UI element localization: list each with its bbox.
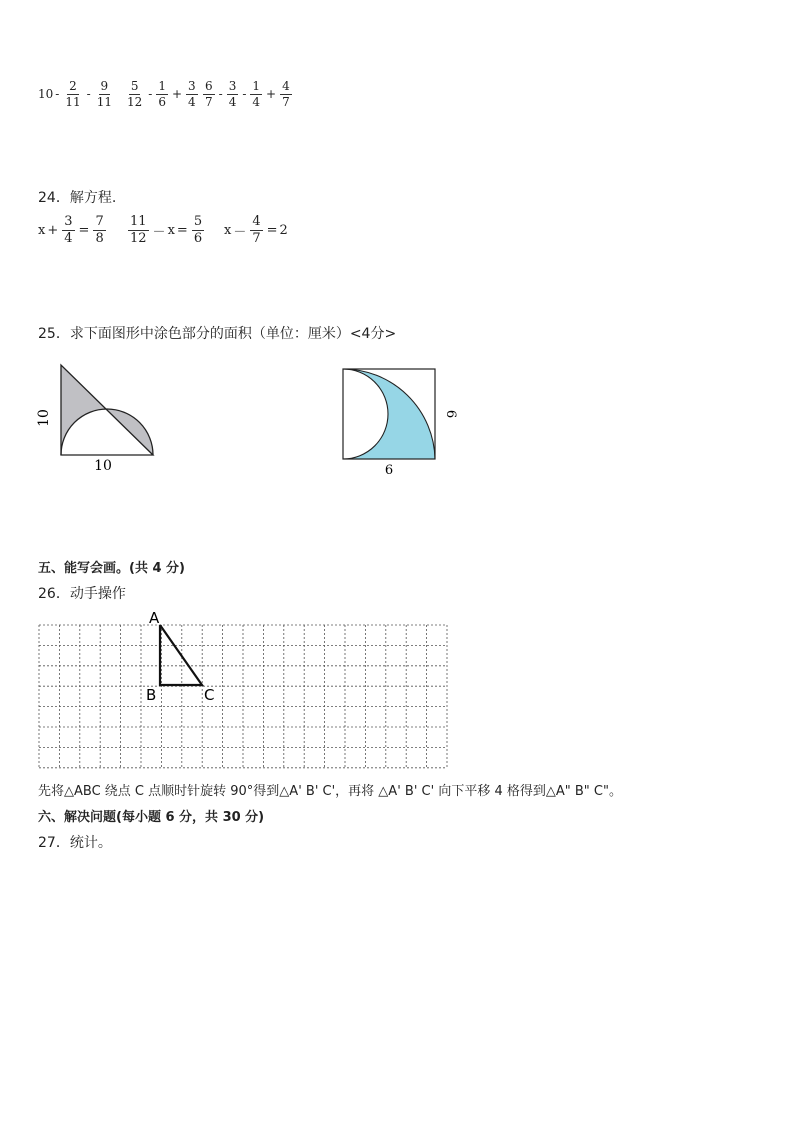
fraction: [250, 80, 262, 108]
fraction: [63, 80, 82, 108]
vertex-label-b: B: [146, 686, 157, 704]
triangle-abc: [160, 625, 202, 685]
numerator: 11: [130, 214, 147, 229]
variable: x: [167, 222, 175, 238]
vertex-label-c: C: [204, 686, 215, 704]
numerator: 4: [252, 214, 261, 229]
denominator: 7: [282, 94, 290, 109]
q25-figure-2: [335, 362, 458, 482]
q26-grid-figure: [30, 605, 460, 775]
numerator: 1: [252, 79, 261, 93]
operator: -: [218, 87, 223, 102]
q26-instruction: 先将△ABC 绕点 C 点顺时针旋转 90°得到△A' B' C'，再将 △A' B' C' 向下平移 4 格得到△A" B" C"。: [38, 784, 622, 799]
vertex-label-a: A: [149, 609, 160, 627]
variable: x: [224, 222, 232, 238]
q25-figure-1: [30, 355, 170, 480]
q23-expression-3: [201, 80, 294, 108]
q26-title: 26．动手操作: [38, 586, 126, 602]
operator: -: [242, 87, 247, 102]
q23-expression-1: [38, 80, 116, 108]
shaded-crescent: [343, 369, 435, 459]
fraction: [280, 80, 292, 108]
right-hand-side: 2: [279, 222, 288, 238]
fraction: [156, 80, 168, 108]
denominator: 12: [127, 94, 143, 109]
numerator: 6: [205, 79, 213, 93]
fraction: [128, 215, 149, 245]
side-length-label: 6: [443, 409, 458, 419]
denominator: 7: [252, 230, 261, 246]
fraction: [62, 215, 74, 245]
denominator: 4: [228, 94, 237, 109]
numerator: 4: [282, 79, 290, 93]
operator: +: [47, 222, 59, 238]
denominator: 7: [205, 94, 213, 109]
bottom-length-label: 10: [94, 458, 112, 474]
fraction: [192, 215, 204, 245]
numerator: 3: [228, 79, 237, 93]
fraction: [203, 80, 215, 108]
denominator: 6: [193, 230, 203, 246]
denominator: 4: [188, 94, 196, 109]
q24-equation-1: [38, 215, 108, 245]
section-6-title: 六、解决问题(每小题 6 分，共 30 分): [38, 810, 265, 825]
section-5-title: 五、能写会画。(共 4 分): [38, 561, 185, 576]
operator: -: [55, 87, 60, 102]
fraction: [93, 215, 105, 245]
q24-equation-2: [126, 215, 206, 245]
denominator: 11: [65, 94, 81, 109]
denominator: 4: [252, 94, 261, 109]
numerator: 1: [158, 79, 166, 93]
operator: +: [171, 87, 183, 102]
numerator: 5: [130, 79, 139, 93]
numerator: 7: [95, 214, 104, 229]
variable: x: [38, 222, 46, 238]
fraction: [227, 80, 239, 108]
side-length-label: 10: [36, 409, 52, 427]
q25-title: 25．求下面图形中涂色部分的面积（单位：厘米）<4分>: [38, 326, 397, 342]
equals-sign: =: [266, 222, 278, 238]
denominator: 8: [95, 230, 104, 246]
denominator: 12: [130, 230, 147, 246]
operator: -: [148, 87, 153, 102]
operator: +: [266, 87, 277, 102]
fraction: [125, 80, 144, 108]
q24-title: 24．解方程.: [38, 190, 117, 206]
denominator: 4: [64, 230, 73, 246]
numerator: 5: [193, 214, 203, 229]
numerator: 2: [69, 79, 77, 93]
fraction: [250, 215, 262, 245]
numerator: 9: [100, 79, 109, 93]
whole-number: 10: [38, 87, 54, 102]
bottom-length-label: 6: [384, 463, 394, 478]
numerator: 3: [188, 79, 196, 93]
operator: －: [233, 224, 247, 240]
q24-equation-3: [224, 215, 288, 245]
dashed-grid: [39, 625, 447, 768]
q27-title: 27．统计。: [38, 835, 112, 851]
numerator: 3: [64, 214, 73, 229]
denominator: 11: [96, 94, 112, 109]
fraction: [95, 80, 114, 108]
q23-expression-2: [123, 80, 200, 108]
equals-sign: =: [176, 222, 188, 238]
fraction: [186, 80, 198, 108]
denominator: 6: [158, 94, 166, 109]
operator: -: [86, 87, 91, 102]
operator: －: [152, 224, 166, 240]
equals-sign: =: [78, 222, 90, 238]
